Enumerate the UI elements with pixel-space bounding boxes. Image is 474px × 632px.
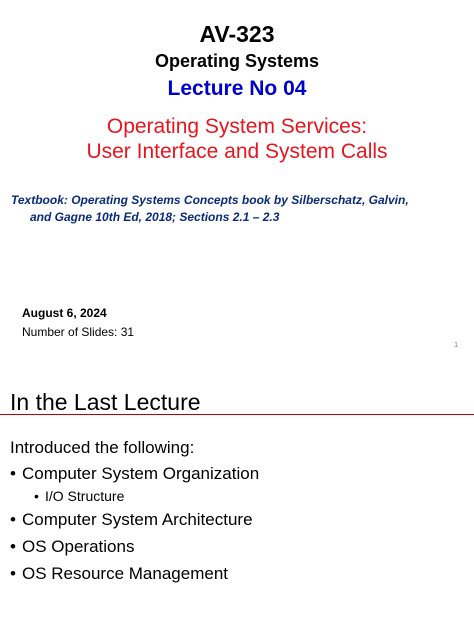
list-item-text: I/O Structure bbox=[45, 488, 125, 504]
textbook-line-1: Textbook: Operating Systems Concepts book by Silberschatz, Galvin, bbox=[11, 193, 409, 207]
slide-title: In the Last Lecture bbox=[10, 389, 201, 415]
list-item bbox=[10, 563, 259, 584]
textbook-reference bbox=[11, 192, 461, 226]
content-slide bbox=[0, 362, 474, 632]
list-item bbox=[10, 536, 259, 557]
bullet-glyph: • bbox=[10, 510, 16, 529]
bullet-glyph: • bbox=[10, 564, 16, 583]
bullet-glyph: • bbox=[34, 488, 39, 504]
lecture-topic-line-2: User Interface and System Calls bbox=[86, 140, 388, 163]
intro-text: Introduced the following: bbox=[10, 438, 195, 457]
textbook-line-2: and Gagne 10th Ed, 2018; Sections 2.1 – 2.3 bbox=[30, 210, 280, 224]
slide-number: 1 bbox=[454, 342, 458, 349]
list-item-sub bbox=[10, 488, 259, 505]
lecture-date: August 6, 2024 bbox=[22, 306, 107, 320]
list-item bbox=[10, 463, 259, 484]
bullet-glyph: • bbox=[10, 464, 16, 483]
course-code: AV-323 bbox=[199, 21, 275, 47]
lecture-topic-line-1: Operating System Services: bbox=[106, 115, 368, 138]
list-item-text: OS Resource Management bbox=[22, 564, 228, 583]
course-name: Operating Systems bbox=[154, 51, 320, 71]
title-divider bbox=[0, 414, 474, 415]
list-item bbox=[10, 509, 259, 530]
bullet-glyph: • bbox=[10, 537, 16, 556]
list-item-text: Computer System Architecture bbox=[22, 510, 253, 529]
list-item-text: OS Operations bbox=[22, 537, 135, 556]
slide-count: Number of Slides: 31 bbox=[22, 325, 135, 339]
lecture-number: Lecture No 04 bbox=[167, 77, 307, 100]
list-item-text: Computer System Organization bbox=[22, 464, 260, 483]
bullet-list bbox=[10, 463, 259, 584]
